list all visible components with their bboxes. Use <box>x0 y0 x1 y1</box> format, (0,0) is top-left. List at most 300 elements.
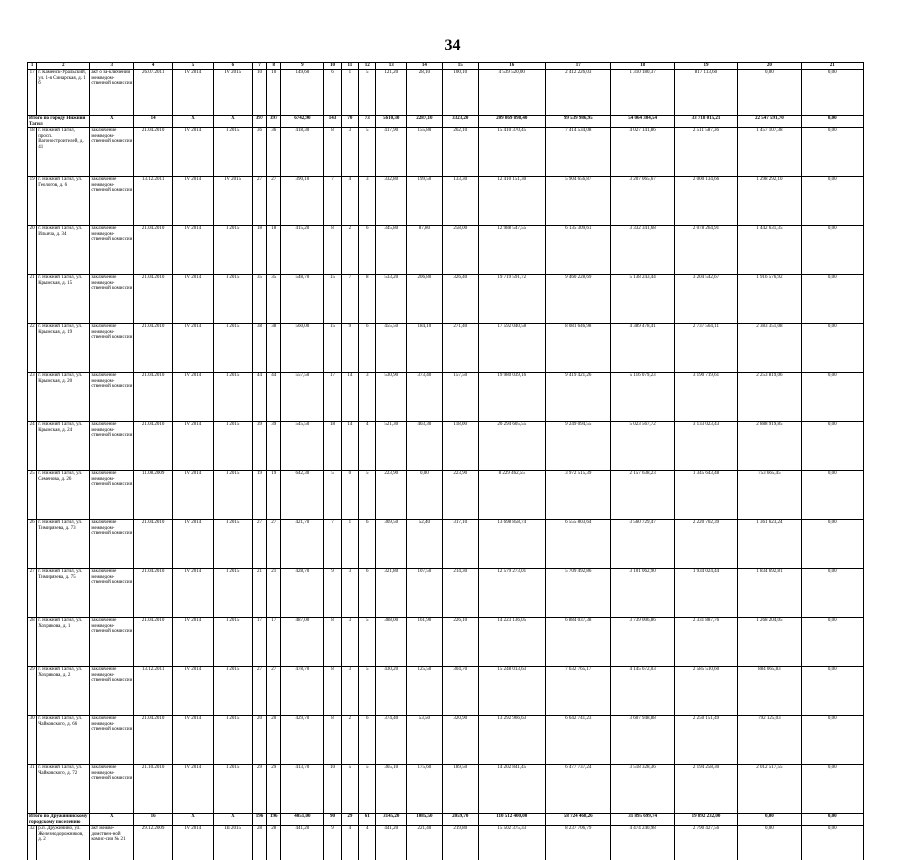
table-cell: 2 000 134,66 <box>674 177 737 226</box>
table-cell: 365,10 <box>376 765 407 814</box>
table-cell: 429,70 <box>281 716 324 765</box>
table-cell: 3 207 065,67 <box>611 177 674 226</box>
table-cell: 15 502 375,33 <box>478 826 545 860</box>
table-cell: 44 <box>252 373 266 422</box>
table-cell: 53,50 <box>407 716 443 765</box>
table-cell: 3 <box>341 569 358 618</box>
table-cell: 52,40 <box>407 520 443 569</box>
table-row <box>28 520 864 569</box>
table-cell: 21.04.2010 <box>134 520 173 569</box>
table-cell: заключение межведом-ственной комиссии <box>90 765 134 814</box>
table-cell: 533,20 <box>376 275 407 324</box>
table-cell: 19 <box>267 471 281 520</box>
table-cell: 4 <box>341 826 358 860</box>
subtotal-cell: 196 <box>267 814 281 826</box>
subtotal-label: Итого по городу Нижний Тагил <box>28 116 90 128</box>
table-cell: 121,20 <box>376 70 407 116</box>
table-cell: 345,80 <box>376 226 407 275</box>
table-cell: 18 <box>252 226 266 275</box>
table-cell: 5 <box>359 471 376 520</box>
table-cell: 2 078 264,91 <box>674 226 737 275</box>
table-cell: IV 2014 <box>173 422 214 471</box>
table-cell: 4 <box>359 422 376 471</box>
table-cell: 7 632 765,17 <box>546 667 611 716</box>
table-cell: IV 2014 <box>173 716 214 765</box>
table-cell: 0,00 <box>801 667 864 716</box>
table-cell: 6 884 037,38 <box>546 618 611 667</box>
table-cell: 21.04.2010 <box>134 373 173 422</box>
table-cell: 157,50 <box>442 373 478 422</box>
table-cell: 0,00 <box>801 226 864 275</box>
table-cell: 1 442 631,35 <box>738 226 801 275</box>
table-row <box>28 275 864 324</box>
table-cell: 7 <box>341 275 358 324</box>
table-cell: 0,00 <box>801 471 864 520</box>
table-cell: 8 081 646,98 <box>546 324 611 373</box>
table-cell: 2 383 351,08 <box>738 324 801 373</box>
table-cell: 487,00 <box>281 618 324 667</box>
table-cell: 3 <box>359 373 376 422</box>
table-cell: 0,00 <box>801 373 864 422</box>
table-cell: 8 <box>324 667 341 716</box>
table-cell: 13 292 966,63 <box>478 716 545 765</box>
table-cell: 27 <box>252 520 266 569</box>
table-cell: 3 739 006,86 <box>611 618 674 667</box>
column-number: 3 <box>90 63 134 70</box>
table-cell: 4 145 672,03 <box>611 667 674 716</box>
table-cell: 817 113,60 <box>674 70 737 116</box>
table-cell: IV 2014 <box>173 373 214 422</box>
column-number: 19 <box>674 63 737 70</box>
subtotal-cell: X <box>90 116 134 128</box>
row-number: 28 <box>28 618 37 667</box>
table-cell: I 2015 <box>213 716 252 765</box>
table-cell: 21 <box>267 569 281 618</box>
table-cell: 0,00 <box>738 826 801 860</box>
column-number: 9 <box>281 63 324 70</box>
address-cell: г. Нижний Тагил, ул. Тимирязева, д. 73 <box>37 520 90 569</box>
address-cell: г. Каменск-Уральский, ул. 1-я Синарская, д. 1 б <box>37 70 90 116</box>
table-cell: 5 904 656,87 <box>546 177 611 226</box>
column-number: 20 <box>738 63 801 70</box>
table-cell: 19 <box>252 471 266 520</box>
column-number: 2 <box>37 63 90 70</box>
table-cell: 8 <box>324 716 341 765</box>
table-cell: 4 <box>341 177 358 226</box>
table-cell: I 2015 <box>213 422 252 471</box>
table-cell: заключение межведом-ственной комиссии <box>90 177 134 226</box>
table-cell: 21.04.2010 <box>134 716 173 765</box>
table-cell: IV 2014 <box>173 667 214 716</box>
table-cell: 3 518 328,36 <box>611 765 674 814</box>
table-cell: 1 <box>341 520 358 569</box>
table-cell: 21.04.2010 <box>134 422 173 471</box>
subtotal-cell: 14 <box>134 116 173 128</box>
table-cell: 27 <box>267 667 281 716</box>
table-cell: 226,10 <box>442 618 478 667</box>
subtotal-label: Итого по Дружининскому городскому поселению <box>28 814 90 826</box>
table-cell: 560,00 <box>281 324 324 373</box>
row-number: 25 <box>28 471 37 520</box>
table-cell: 38 <box>252 324 266 373</box>
table-cell: заключение межведом-ственной комиссии <box>90 667 134 716</box>
table-cell: 1 361 623,24 <box>738 520 801 569</box>
table-cell: 27 <box>252 177 266 226</box>
table-cell: 27 <box>252 667 266 716</box>
row-number: 22 <box>28 324 37 373</box>
column-number: 11 <box>341 63 358 70</box>
table-cell: 3 101 062,90 <box>611 569 674 618</box>
table-cell: 19 980 039,16 <box>478 373 545 422</box>
table-cell: 20 <box>267 716 281 765</box>
table-cell: 388,00 <box>376 618 407 667</box>
subtotal-cell: 196 <box>252 814 266 826</box>
table-cell: 3 560 729,47 <box>611 520 674 569</box>
table-cell: 219,80 <box>442 826 478 860</box>
table-cell: 1 345 643,48 <box>674 471 737 520</box>
subtotal-cell: 3145,20 <box>376 814 407 826</box>
table-cell: 8 <box>324 226 341 275</box>
table-cell: 36 <box>267 128 281 177</box>
table-cell: 9 460 228,69 <box>546 275 611 324</box>
table-cell: 29 <box>267 765 281 814</box>
table-cell: 28,10 <box>407 70 443 116</box>
table-cell: 1 310 180,37 <box>611 70 674 116</box>
table-row <box>28 667 864 716</box>
table-cell: 6 <box>324 70 341 116</box>
address-cell: г. Нижний Тагил, ул. Хохрякова, д. 2 <box>37 667 90 716</box>
table-cell: 0,00 <box>801 618 864 667</box>
subtotal-cell: 5610,30 <box>376 116 407 128</box>
address-cell: г. Нижний Тагил, ул. Чайковского, д. 72 <box>37 765 90 814</box>
table-cell: заключение межведом-ственной комиссии <box>90 275 134 324</box>
table-cell: IV 2014 <box>173 128 214 177</box>
column-number: 5 <box>173 63 214 70</box>
table-cell: 15 248 013,63 <box>478 667 545 716</box>
table-cell: 548,70 <box>281 275 324 324</box>
table-cell: 189,50 <box>442 765 478 814</box>
column-number: 6 <box>213 63 252 70</box>
table-cell: 3 <box>341 618 358 667</box>
row-number: 17 <box>28 70 37 116</box>
table-cell: заключение межведом-ственной комиссии <box>90 618 134 667</box>
subtotal-cell: 143 <box>324 116 341 128</box>
table-cell: 214,30 <box>442 569 478 618</box>
table-cell: 2 012 517,55 <box>738 765 801 814</box>
table-cell: 1 <box>341 70 358 116</box>
table-cell: 39 <box>267 422 281 471</box>
table-cell: 5 <box>359 667 376 716</box>
table-cell: 36 <box>252 128 266 177</box>
table-cell: 21.04.2010 <box>134 226 173 275</box>
subtotal-row <box>28 116 864 128</box>
table-cell: 2 250 151,49 <box>674 716 737 765</box>
page-number: 34 <box>0 37 905 55</box>
table-cell: 5 709 492,86 <box>546 569 611 618</box>
table-cell: 4 539 520,00 <box>478 70 545 116</box>
table-cell: I 2015 <box>213 128 252 177</box>
row-number: 19 <box>28 177 37 226</box>
table-cell: заключение межведом-ственной комиссии <box>90 569 134 618</box>
table-cell: I 2015 <box>213 569 252 618</box>
address-cell: г. Нижний Тагил, ул. Крымская, д. 19 <box>37 324 90 373</box>
table-cell: 2 737 564,11 <box>674 324 737 373</box>
table-cell: 27 <box>267 177 281 226</box>
table-cell: 12 410 151,30 <box>478 177 545 226</box>
subtotal-cell: 110 512 400,00 <box>478 814 545 826</box>
row-number: 27 <box>28 569 37 618</box>
subtotal-cell: 58 724 468,26 <box>546 814 611 826</box>
table-cell: 4 <box>359 826 376 860</box>
subtotal-cell: 0,00 <box>801 814 864 826</box>
column-number: 17 <box>546 63 611 70</box>
subtotal-row <box>28 814 864 826</box>
table-cell: 13 698 858,74 <box>478 520 545 569</box>
table-row <box>28 716 864 765</box>
table-cell: 17 <box>324 373 341 422</box>
table-cell: 39 <box>252 422 266 471</box>
table-cell: 3 972 515,39 <box>546 471 611 520</box>
table-cell: 5 138 243,44 <box>611 275 674 324</box>
table-cell: 884 065,83 <box>738 667 801 716</box>
address-cell: г. Нижний Тагил, ул. Крымская, д. 15 <box>37 275 90 324</box>
column-number: 7 <box>252 63 266 70</box>
table-cell: 0 <box>341 471 358 520</box>
table-cell: 3 133 023,43 <box>674 422 737 471</box>
table-cell: заключение межведом-ственной комиссии <box>90 422 134 471</box>
table-cell: 455,50 <box>376 324 407 373</box>
table-cell: 428,70 <box>281 569 324 618</box>
table-cell: 15 <box>324 324 341 373</box>
table-cell: 0,00 <box>801 520 864 569</box>
row-number: 18 <box>28 128 37 177</box>
subtotal-cell: X <box>173 814 214 826</box>
column-number: 13 <box>376 63 407 70</box>
table-cell: 161,90 <box>407 618 443 667</box>
table-cell: 390,10 <box>281 177 324 226</box>
subtotal-cell: 16 <box>134 814 173 826</box>
table-cell: IV 2014 <box>173 177 214 226</box>
housing-register-table <box>27 62 864 860</box>
table-cell: 29.12.2009 <box>134 826 173 860</box>
subtotal-cell: X <box>213 814 252 826</box>
table-cell: 14 202 841,45 <box>478 765 545 814</box>
subtotal-cell: 73 <box>359 116 376 128</box>
table-cell: 125,50 <box>407 667 443 716</box>
table-cell: 2 331 887,76 <box>674 618 737 667</box>
table-cell: 545,50 <box>281 422 324 471</box>
table-cell: 13.12.2011 <box>134 667 173 716</box>
table-cell: 15 410 370,45 <box>478 128 545 177</box>
table-row <box>28 177 864 226</box>
row-number: 30 <box>28 716 37 765</box>
row-number: 20 <box>28 226 37 275</box>
address-cell: г. Нижний Тагил, просп. Вагоностроителей, д. 41 <box>37 128 90 177</box>
table-cell: заключение межведом-ственной комиссии <box>90 226 134 275</box>
address-cell: г. Нижний Тагил, ул. Ильича, д. 34 <box>37 226 90 275</box>
address-cell: г. Нижний Тагил, ул. Геологов, д. 6 <box>37 177 90 226</box>
table-cell: 5 <box>324 471 341 520</box>
column-number: 18 <box>611 63 674 70</box>
table-cell: 17 592 040,58 <box>478 324 545 373</box>
table-cell: 0,00 <box>801 422 864 471</box>
table-cell: 521,30 <box>376 422 407 471</box>
table-cell: 9 <box>324 826 341 860</box>
row-number: 29 <box>28 667 37 716</box>
subtotal-cell: 19 892 232,00 <box>674 814 737 826</box>
table-cell: 418,30 <box>281 128 324 177</box>
table-cell: 6 <box>359 324 376 373</box>
table-cell: 5 116 079,23 <box>611 373 674 422</box>
table-cell: 421,70 <box>281 520 324 569</box>
table-cell: 3 332 341,68 <box>611 226 674 275</box>
subtotal-cell: 70 <box>341 116 358 128</box>
subtotal-cell: 0,00 <box>801 116 864 128</box>
table-cell: 417,90 <box>376 128 407 177</box>
table-cell: 6 <box>359 226 376 275</box>
table-cell: 7 <box>324 177 341 226</box>
table-cell: 13.12.2011 <box>134 177 173 226</box>
table-cell: 21.04.2010 <box>134 618 173 667</box>
table-cell: 223,90 <box>442 471 478 520</box>
table-cell: 10 <box>324 765 341 814</box>
table-cell: 6 <box>359 520 376 569</box>
table-cell: 320,90 <box>442 716 478 765</box>
subtotal-cell: 61 <box>359 814 376 826</box>
table-row <box>28 324 864 373</box>
table-cell: IV 2014 <box>173 275 214 324</box>
subtotal-cell: 29 <box>341 814 358 826</box>
table-cell: 35 <box>252 275 266 324</box>
table-cell: 0,00 <box>801 826 864 860</box>
table-cell: 8 229 462,55 <box>478 471 545 520</box>
table-cell: 175,60 <box>407 765 443 814</box>
table-row <box>28 471 864 520</box>
table-cell: 5 <box>359 70 376 116</box>
table-cell: 2 <box>341 226 358 275</box>
table-cell: 8 <box>359 275 376 324</box>
subtotal-cell: 3323,20 <box>442 116 478 128</box>
table-cell: 8 <box>324 128 341 177</box>
table-cell: 12 579 273,01 <box>478 569 545 618</box>
row-number: 26 <box>28 520 37 569</box>
table-cell: 44 <box>267 373 281 422</box>
column-number: 4 <box>134 63 173 70</box>
table-cell: IV 2014 <box>173 569 214 618</box>
table-cell: 415,20 <box>281 226 324 275</box>
table-cell: 6 477 737,24 <box>546 765 611 814</box>
subtotal-cell: 397 <box>252 116 266 128</box>
table-cell: заключение межведом-ственной комиссии <box>90 373 134 422</box>
address-cell: г. Нижний Тагил, ул. Крымская, д. 20 <box>37 373 90 422</box>
table-cell: I 2015 <box>213 275 252 324</box>
table-cell: 87,80 <box>407 226 443 275</box>
table-cell: 441,20 <box>376 826 407 860</box>
table-row <box>28 618 864 667</box>
table-cell: 9 419 421,26 <box>546 373 611 422</box>
table-cell: 332,80 <box>376 177 407 226</box>
table-cell: 262,10 <box>442 128 478 177</box>
table-cell: 133,30 <box>442 177 478 226</box>
table-cell: 19 719 591,72 <box>478 275 545 324</box>
table-cell: 14 <box>341 373 358 422</box>
subtotal-cell: X <box>173 116 214 128</box>
table-cell: 530,90 <box>376 373 407 422</box>
row-number: 32 <box>28 826 37 860</box>
table-cell: 3 <box>359 177 376 226</box>
column-number: 8 <box>267 63 281 70</box>
column-number: 16 <box>478 63 545 70</box>
address-cell: г. Нижний Тагил, ул. Хохрякова, д. 1 <box>37 618 90 667</box>
table-cell: 8 237 706,79 <box>546 826 611 860</box>
table-cell: IV 2014 <box>173 324 214 373</box>
table-cell: IV 2014 <box>173 70 214 116</box>
table-cell: 0,00 <box>801 128 864 177</box>
table-cell: 6 135 309,61 <box>546 226 611 275</box>
table-cell: 0,00 <box>801 70 864 116</box>
table-cell: 373,40 <box>407 373 443 422</box>
table-cell: 155,80 <box>407 128 443 177</box>
table-cell: 20 294 605,55 <box>478 422 545 471</box>
table-cell: 5 <box>359 128 376 177</box>
table-cell: 1 834 692,81 <box>738 569 801 618</box>
table-cell: IV 2014 <box>173 826 214 860</box>
table-cell: 10 <box>267 70 281 116</box>
subtotal-cell: 1085,50 <box>407 814 443 826</box>
table-cell: 4 027 141,86 <box>611 128 674 177</box>
table-cell: I 2015 <box>213 226 252 275</box>
table-cell: 3 <box>341 667 358 716</box>
table-cell: 7 <box>324 520 341 569</box>
table-cell: 2 585 510,60 <box>674 667 737 716</box>
table-cell: 20 <box>252 716 266 765</box>
subtotal-cell: 90 <box>324 814 341 826</box>
table-cell: 149,60 <box>281 70 324 116</box>
table-cell: акт межве-домствен-ной комис-сии № 21 <box>90 826 134 860</box>
table-cell: 557,50 <box>281 373 324 422</box>
table-cell: I 2015 <box>213 471 252 520</box>
table-row <box>28 765 864 814</box>
table-cell: 0,00 <box>801 716 864 765</box>
column-number: 10 <box>324 63 341 70</box>
table-cell: 26.07.2011 <box>134 70 173 116</box>
table-cell: 3 <box>341 128 358 177</box>
table-cell: I 2015 <box>213 765 252 814</box>
row-number: 31 <box>28 765 37 814</box>
table-cell: IV 2015 <box>213 70 252 116</box>
subtotal-cell: 33 718 015,21 <box>674 116 737 128</box>
column-number: 12 <box>359 63 376 70</box>
table-cell: 3 190 719,61 <box>674 373 737 422</box>
table-cell: 5 <box>341 765 358 814</box>
table-cell: заключение межведом-ственной комиссии <box>90 128 134 177</box>
table-cell: 10 <box>252 70 266 116</box>
table-cell: 2 888 919,85 <box>738 422 801 471</box>
table-cell: 2 790 427,56 <box>674 826 737 860</box>
table-cell: 0,00 <box>801 177 864 226</box>
table-cell: 2 511 587,36 <box>674 128 737 177</box>
table-cell: 206,80 <box>407 275 443 324</box>
table-cell: 14 223 136,05 <box>478 618 545 667</box>
table-cell: 107,50 <box>407 569 443 618</box>
table-cell: 9 <box>341 324 358 373</box>
table-cell: заключение межведом-ственной комиссии <box>90 324 134 373</box>
table-cell: 9 249 094,55 <box>546 422 611 471</box>
table-cell: 0,00 <box>801 324 864 373</box>
subtotal-cell: 0,00 <box>738 814 801 826</box>
table-row <box>28 128 864 177</box>
table-cell: 0,00 <box>407 471 443 520</box>
